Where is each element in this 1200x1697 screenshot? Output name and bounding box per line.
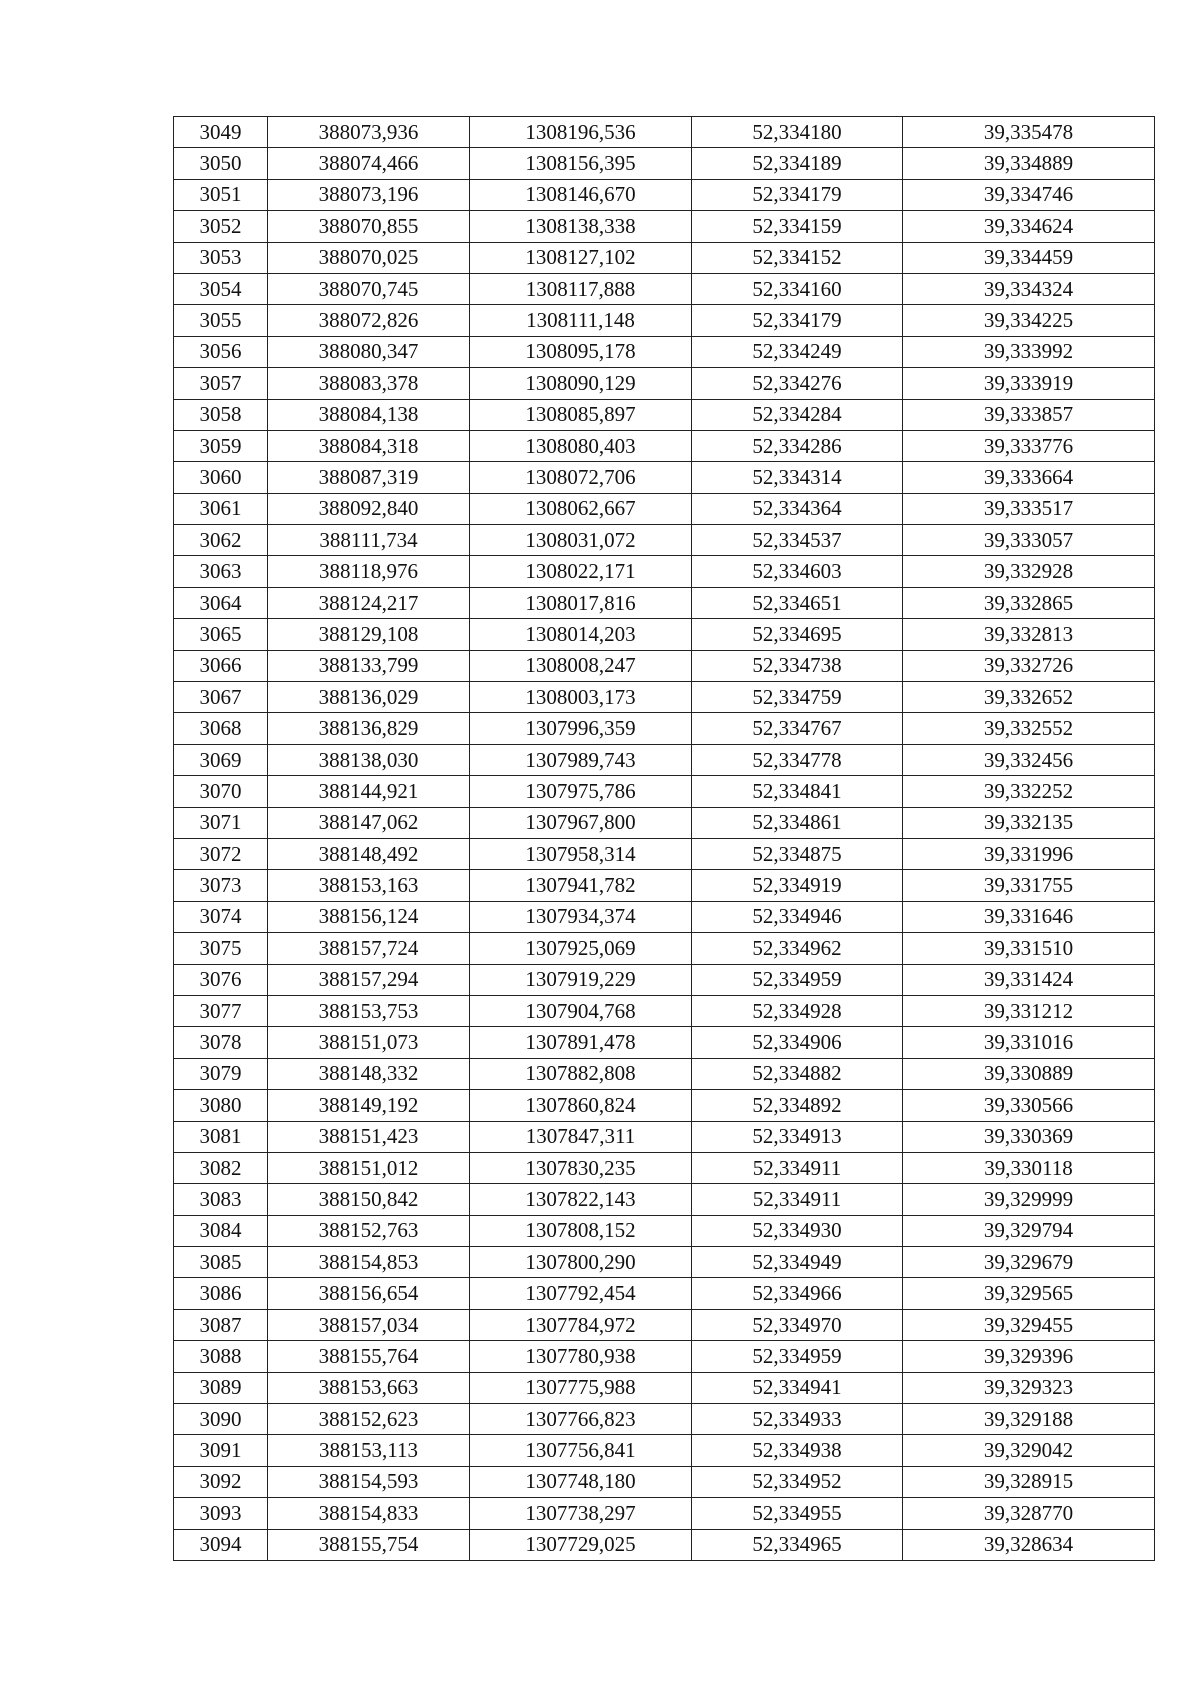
table-row (174, 1184, 1155, 1215)
table-row (174, 1152, 1155, 1183)
table-row (174, 870, 1155, 901)
x-coordinate-cell: 388152,623 (268, 1404, 470, 1435)
table-row (174, 273, 1155, 304)
point-number-cell: 3066 (174, 650, 268, 681)
table-row (174, 493, 1155, 524)
table-row (174, 1278, 1155, 1309)
longitude-cell: 39,329396 (903, 1341, 1155, 1372)
longitude-cell: 39,330889 (903, 1058, 1155, 1089)
x-coordinate-cell: 388084,138 (268, 399, 470, 430)
x-coordinate-cell: 388124,217 (268, 587, 470, 618)
y-coordinate-cell: 1307784,972 (470, 1309, 692, 1340)
point-number-cell: 3060 (174, 462, 268, 493)
table-row (174, 462, 1155, 493)
latitude-cell: 52,334179 (692, 179, 903, 210)
x-coordinate-cell: 388155,764 (268, 1341, 470, 1372)
y-coordinate-cell: 1308095,178 (470, 336, 692, 367)
x-coordinate-cell: 388118,976 (268, 556, 470, 587)
longitude-cell: 39,335478 (903, 117, 1155, 148)
y-coordinate-cell: 1307766,823 (470, 1404, 692, 1435)
x-coordinate-cell: 388153,753 (268, 995, 470, 1026)
point-number-cell: 3049 (174, 117, 268, 148)
y-coordinate-cell: 1308080,403 (470, 430, 692, 461)
point-number-cell: 3069 (174, 744, 268, 775)
longitude-cell: 39,329188 (903, 1404, 1155, 1435)
x-coordinate-cell: 388155,754 (268, 1529, 470, 1560)
x-coordinate-cell: 388087,319 (268, 462, 470, 493)
point-number-cell: 3074 (174, 901, 268, 932)
table-row (174, 995, 1155, 1026)
longitude-cell: 39,332865 (903, 587, 1155, 618)
point-number-cell: 3056 (174, 336, 268, 367)
latitude-cell: 52,334946 (692, 901, 903, 932)
table-row (174, 744, 1155, 775)
point-number-cell: 3057 (174, 368, 268, 399)
point-number-cell: 3084 (174, 1215, 268, 1246)
x-coordinate-cell: 388153,113 (268, 1435, 470, 1466)
latitude-cell: 52,334941 (692, 1372, 903, 1403)
latitude-cell: 52,334284 (692, 399, 903, 430)
y-coordinate-cell: 1307830,235 (470, 1152, 692, 1183)
table-row (174, 619, 1155, 650)
x-coordinate-cell: 388152,763 (268, 1215, 470, 1246)
y-coordinate-cell: 1307748,180 (470, 1466, 692, 1497)
y-coordinate-cell: 1308196,536 (470, 117, 692, 148)
x-coordinate-cell: 388138,030 (268, 744, 470, 775)
x-coordinate-cell: 388080,347 (268, 336, 470, 367)
longitude-cell: 39,329794 (903, 1215, 1155, 1246)
table-row (174, 305, 1155, 336)
point-number-cell: 3065 (174, 619, 268, 650)
longitude-cell: 39,334624 (903, 211, 1155, 242)
latitude-cell: 52,334861 (692, 807, 903, 838)
latitude-cell: 52,334965 (692, 1529, 903, 1560)
table-row (174, 148, 1155, 179)
longitude-cell: 39,333517 (903, 493, 1155, 524)
y-coordinate-cell: 1307882,808 (470, 1058, 692, 1089)
y-coordinate-cell: 1307808,152 (470, 1215, 692, 1246)
latitude-cell: 52,334695 (692, 619, 903, 650)
latitude-cell: 52,334249 (692, 336, 903, 367)
x-coordinate-cell: 388070,855 (268, 211, 470, 242)
point-number-cell: 3052 (174, 211, 268, 242)
y-coordinate-cell: 1307989,743 (470, 744, 692, 775)
y-coordinate-cell: 1308117,888 (470, 273, 692, 304)
latitude-cell: 52,334911 (692, 1184, 903, 1215)
x-coordinate-cell: 388136,029 (268, 682, 470, 713)
latitude-cell: 52,334767 (692, 713, 903, 744)
latitude-cell: 52,334537 (692, 525, 903, 556)
latitude-cell: 52,334928 (692, 995, 903, 1026)
table-row (174, 1372, 1155, 1403)
latitude-cell: 52,334959 (692, 964, 903, 995)
x-coordinate-cell: 388154,833 (268, 1498, 470, 1529)
longitude-cell: 39,332813 (903, 619, 1155, 650)
table-row (174, 1058, 1155, 1089)
longitude-cell: 39,334889 (903, 148, 1155, 179)
latitude-cell: 52,334651 (692, 587, 903, 618)
y-coordinate-cell: 1307925,069 (470, 933, 692, 964)
x-coordinate-cell: 388153,163 (268, 870, 470, 901)
y-coordinate-cell: 1308008,247 (470, 650, 692, 681)
point-number-cell: 3054 (174, 273, 268, 304)
table-row (174, 1435, 1155, 1466)
x-coordinate-cell: 388157,034 (268, 1309, 470, 1340)
longitude-cell: 39,334746 (903, 179, 1155, 210)
x-coordinate-cell: 388151,423 (268, 1121, 470, 1152)
y-coordinate-cell: 1307904,768 (470, 995, 692, 1026)
y-coordinate-cell: 1307891,478 (470, 1027, 692, 1058)
latitude-cell: 52,334962 (692, 933, 903, 964)
point-number-cell: 3076 (174, 964, 268, 995)
table-row (174, 242, 1155, 273)
coordinates-table (173, 116, 1155, 1561)
point-number-cell: 3071 (174, 807, 268, 838)
x-coordinate-cell: 388073,936 (268, 117, 470, 148)
y-coordinate-cell: 1307729,025 (470, 1529, 692, 1560)
x-coordinate-cell: 388144,921 (268, 776, 470, 807)
x-coordinate-cell: 388083,378 (268, 368, 470, 399)
coordinates-table-body (174, 117, 1155, 1561)
x-coordinate-cell: 388148,332 (268, 1058, 470, 1089)
longitude-cell: 39,329323 (903, 1372, 1155, 1403)
y-coordinate-cell: 1308072,706 (470, 462, 692, 493)
latitude-cell: 52,334603 (692, 556, 903, 587)
y-coordinate-cell: 1308111,148 (470, 305, 692, 336)
y-coordinate-cell: 1307934,374 (470, 901, 692, 932)
latitude-cell: 52,334911 (692, 1152, 903, 1183)
longitude-cell: 39,334324 (903, 273, 1155, 304)
longitude-cell: 39,334459 (903, 242, 1155, 273)
y-coordinate-cell: 1307800,290 (470, 1247, 692, 1278)
y-coordinate-cell: 1308156,395 (470, 148, 692, 179)
y-coordinate-cell: 1307919,229 (470, 964, 692, 995)
latitude-cell: 52,334949 (692, 1247, 903, 1278)
latitude-cell: 52,334364 (692, 493, 903, 524)
x-coordinate-cell: 388147,062 (268, 807, 470, 838)
table-row (174, 368, 1155, 399)
longitude-cell: 39,333664 (903, 462, 1155, 493)
longitude-cell: 39,329455 (903, 1309, 1155, 1340)
x-coordinate-cell: 388156,654 (268, 1278, 470, 1309)
point-number-cell: 3053 (174, 242, 268, 273)
x-coordinate-cell: 388156,124 (268, 901, 470, 932)
table-row (174, 525, 1155, 556)
longitude-cell: 39,332135 (903, 807, 1155, 838)
point-number-cell: 3059 (174, 430, 268, 461)
table-row (174, 776, 1155, 807)
longitude-cell: 39,333857 (903, 399, 1155, 430)
point-number-cell: 3083 (174, 1184, 268, 1215)
point-number-cell: 3072 (174, 838, 268, 869)
point-number-cell: 3067 (174, 682, 268, 713)
latitude-cell: 52,334276 (692, 368, 903, 399)
longitude-cell: 39,329565 (903, 1278, 1155, 1309)
y-coordinate-cell: 1307996,359 (470, 713, 692, 744)
point-number-cell: 3093 (174, 1498, 268, 1529)
x-coordinate-cell: 388074,466 (268, 148, 470, 179)
latitude-cell: 52,334933 (692, 1404, 903, 1435)
point-number-cell: 3058 (174, 399, 268, 430)
latitude-cell: 52,334955 (692, 1498, 903, 1529)
latitude-cell: 52,334938 (692, 1435, 903, 1466)
point-number-cell: 3081 (174, 1121, 268, 1152)
longitude-cell: 39,330369 (903, 1121, 1155, 1152)
table-row (174, 682, 1155, 713)
point-number-cell: 3078 (174, 1027, 268, 1058)
point-number-cell: 3068 (174, 713, 268, 744)
latitude-cell: 52,334930 (692, 1215, 903, 1246)
longitude-cell: 39,328634 (903, 1529, 1155, 1560)
point-number-cell: 3085 (174, 1247, 268, 1278)
latitude-cell: 52,334286 (692, 430, 903, 461)
x-coordinate-cell: 388157,724 (268, 933, 470, 964)
table-row (174, 1027, 1155, 1058)
longitude-cell: 39,331016 (903, 1027, 1155, 1058)
longitude-cell: 39,334225 (903, 305, 1155, 336)
y-coordinate-cell: 1308085,897 (470, 399, 692, 430)
table-row (174, 1247, 1155, 1278)
y-coordinate-cell: 1308127,102 (470, 242, 692, 273)
latitude-cell: 52,334778 (692, 744, 903, 775)
table-row (174, 1215, 1155, 1246)
point-number-cell: 3086 (174, 1278, 268, 1309)
latitude-cell: 52,334966 (692, 1278, 903, 1309)
latitude-cell: 52,334160 (692, 273, 903, 304)
longitude-cell: 39,332252 (903, 776, 1155, 807)
x-coordinate-cell: 388070,745 (268, 273, 470, 304)
table-row (174, 336, 1155, 367)
point-number-cell: 3080 (174, 1090, 268, 1121)
longitude-cell: 39,332652 (903, 682, 1155, 713)
longitude-cell: 39,329679 (903, 1247, 1155, 1278)
latitude-cell: 52,334759 (692, 682, 903, 713)
longitude-cell: 39,328915 (903, 1466, 1155, 1497)
longitude-cell: 39,328770 (903, 1498, 1155, 1529)
latitude-cell: 52,334913 (692, 1121, 903, 1152)
y-coordinate-cell: 1307738,297 (470, 1498, 692, 1529)
x-coordinate-cell: 388154,593 (268, 1466, 470, 1497)
point-number-cell: 3051 (174, 179, 268, 210)
table-row (174, 1090, 1155, 1121)
longitude-cell: 39,331424 (903, 964, 1155, 995)
latitude-cell: 52,334152 (692, 242, 903, 273)
latitude-cell: 52,334906 (692, 1027, 903, 1058)
point-number-cell: 3087 (174, 1309, 268, 1340)
y-coordinate-cell: 1307941,782 (470, 870, 692, 901)
point-number-cell: 3050 (174, 148, 268, 179)
x-coordinate-cell: 388151,012 (268, 1152, 470, 1183)
latitude-cell: 52,334892 (692, 1090, 903, 1121)
latitude-cell: 52,334179 (692, 305, 903, 336)
point-number-cell: 3089 (174, 1372, 268, 1403)
longitude-cell: 39,332456 (903, 744, 1155, 775)
table-row (174, 807, 1155, 838)
y-coordinate-cell: 1307792,454 (470, 1278, 692, 1309)
latitude-cell: 52,334738 (692, 650, 903, 681)
y-coordinate-cell: 1308017,816 (470, 587, 692, 618)
y-coordinate-cell: 1307775,988 (470, 1372, 692, 1403)
y-coordinate-cell: 1307975,786 (470, 776, 692, 807)
longitude-cell: 39,331996 (903, 838, 1155, 869)
x-coordinate-cell: 388092,840 (268, 493, 470, 524)
table-row (174, 556, 1155, 587)
table-row (174, 1466, 1155, 1497)
point-number-cell: 3070 (174, 776, 268, 807)
y-coordinate-cell: 1308003,173 (470, 682, 692, 713)
x-coordinate-cell: 388151,073 (268, 1027, 470, 1058)
table-row (174, 713, 1155, 744)
x-coordinate-cell: 388150,842 (268, 1184, 470, 1215)
table-row (174, 1341, 1155, 1372)
point-number-cell: 3088 (174, 1341, 268, 1372)
point-number-cell: 3062 (174, 525, 268, 556)
latitude-cell: 52,334875 (692, 838, 903, 869)
longitude-cell: 39,331510 (903, 933, 1155, 964)
x-coordinate-cell: 388157,294 (268, 964, 470, 995)
latitude-cell: 52,334180 (692, 117, 903, 148)
latitude-cell: 52,334959 (692, 1341, 903, 1372)
y-coordinate-cell: 1307756,841 (470, 1435, 692, 1466)
point-number-cell: 3063 (174, 556, 268, 587)
longitude-cell: 39,332928 (903, 556, 1155, 587)
longitude-cell: 39,329042 (903, 1435, 1155, 1466)
x-coordinate-cell: 388133,799 (268, 650, 470, 681)
y-coordinate-cell: 1308062,667 (470, 493, 692, 524)
latitude-cell: 52,334841 (692, 776, 903, 807)
table-row (174, 838, 1155, 869)
longitude-cell: 39,331212 (903, 995, 1155, 1026)
y-coordinate-cell: 1307780,938 (470, 1341, 692, 1372)
x-coordinate-cell: 388148,492 (268, 838, 470, 869)
y-coordinate-cell: 1308022,171 (470, 556, 692, 587)
table-row (174, 117, 1155, 148)
latitude-cell: 52,334314 (692, 462, 903, 493)
y-coordinate-cell: 1308138,338 (470, 211, 692, 242)
y-coordinate-cell: 1308014,203 (470, 619, 692, 650)
point-number-cell: 3075 (174, 933, 268, 964)
point-number-cell: 3073 (174, 870, 268, 901)
latitude-cell: 52,334919 (692, 870, 903, 901)
point-number-cell: 3082 (174, 1152, 268, 1183)
x-coordinate-cell: 388153,663 (268, 1372, 470, 1403)
point-number-cell: 3064 (174, 587, 268, 618)
table-row (174, 1309, 1155, 1340)
longitude-cell: 39,330118 (903, 1152, 1155, 1183)
table-row (174, 964, 1155, 995)
latitude-cell: 52,334159 (692, 211, 903, 242)
longitude-cell: 39,333057 (903, 525, 1155, 556)
y-coordinate-cell: 1307822,143 (470, 1184, 692, 1215)
y-coordinate-cell: 1307847,311 (470, 1121, 692, 1152)
latitude-cell: 52,334882 (692, 1058, 903, 1089)
table-row (174, 901, 1155, 932)
point-number-cell: 3091 (174, 1435, 268, 1466)
table-row (174, 1404, 1155, 1435)
point-number-cell: 3061 (174, 493, 268, 524)
longitude-cell: 39,331755 (903, 870, 1155, 901)
point-number-cell: 3090 (174, 1404, 268, 1435)
x-coordinate-cell: 388111,734 (268, 525, 470, 556)
x-coordinate-cell: 388084,318 (268, 430, 470, 461)
longitude-cell: 39,333919 (903, 368, 1155, 399)
longitude-cell: 39,332552 (903, 713, 1155, 744)
longitude-cell: 39,333992 (903, 336, 1155, 367)
table-row (174, 179, 1155, 210)
y-coordinate-cell: 1307967,800 (470, 807, 692, 838)
longitude-cell: 39,330566 (903, 1090, 1155, 1121)
table-row (174, 933, 1155, 964)
point-number-cell: 3094 (174, 1529, 268, 1560)
y-coordinate-cell: 1308031,072 (470, 525, 692, 556)
x-coordinate-cell: 388136,829 (268, 713, 470, 744)
latitude-cell: 52,334952 (692, 1466, 903, 1497)
latitude-cell: 52,334970 (692, 1309, 903, 1340)
x-coordinate-cell: 388154,853 (268, 1247, 470, 1278)
y-coordinate-cell: 1307958,314 (470, 838, 692, 869)
y-coordinate-cell: 1308146,670 (470, 179, 692, 210)
table-row (174, 1529, 1155, 1560)
table-row (174, 650, 1155, 681)
x-coordinate-cell: 388129,108 (268, 619, 470, 650)
y-coordinate-cell: 1308090,129 (470, 368, 692, 399)
table-row (174, 587, 1155, 618)
y-coordinate-cell: 1307860,824 (470, 1090, 692, 1121)
latitude-cell: 52,334189 (692, 148, 903, 179)
table-row (174, 1498, 1155, 1529)
longitude-cell: 39,329999 (903, 1184, 1155, 1215)
x-coordinate-cell: 388073,196 (268, 179, 470, 210)
point-number-cell: 3055 (174, 305, 268, 336)
x-coordinate-cell: 388072,826 (268, 305, 470, 336)
x-coordinate-cell: 388070,025 (268, 242, 470, 273)
longitude-cell: 39,333776 (903, 430, 1155, 461)
point-number-cell: 3079 (174, 1058, 268, 1089)
table-row (174, 1121, 1155, 1152)
table-row (174, 430, 1155, 461)
point-number-cell: 3092 (174, 1466, 268, 1497)
longitude-cell: 39,331646 (903, 901, 1155, 932)
x-coordinate-cell: 388149,192 (268, 1090, 470, 1121)
longitude-cell: 39,332726 (903, 650, 1155, 681)
point-number-cell: 3077 (174, 995, 268, 1026)
table-row (174, 399, 1155, 430)
table-row (174, 211, 1155, 242)
